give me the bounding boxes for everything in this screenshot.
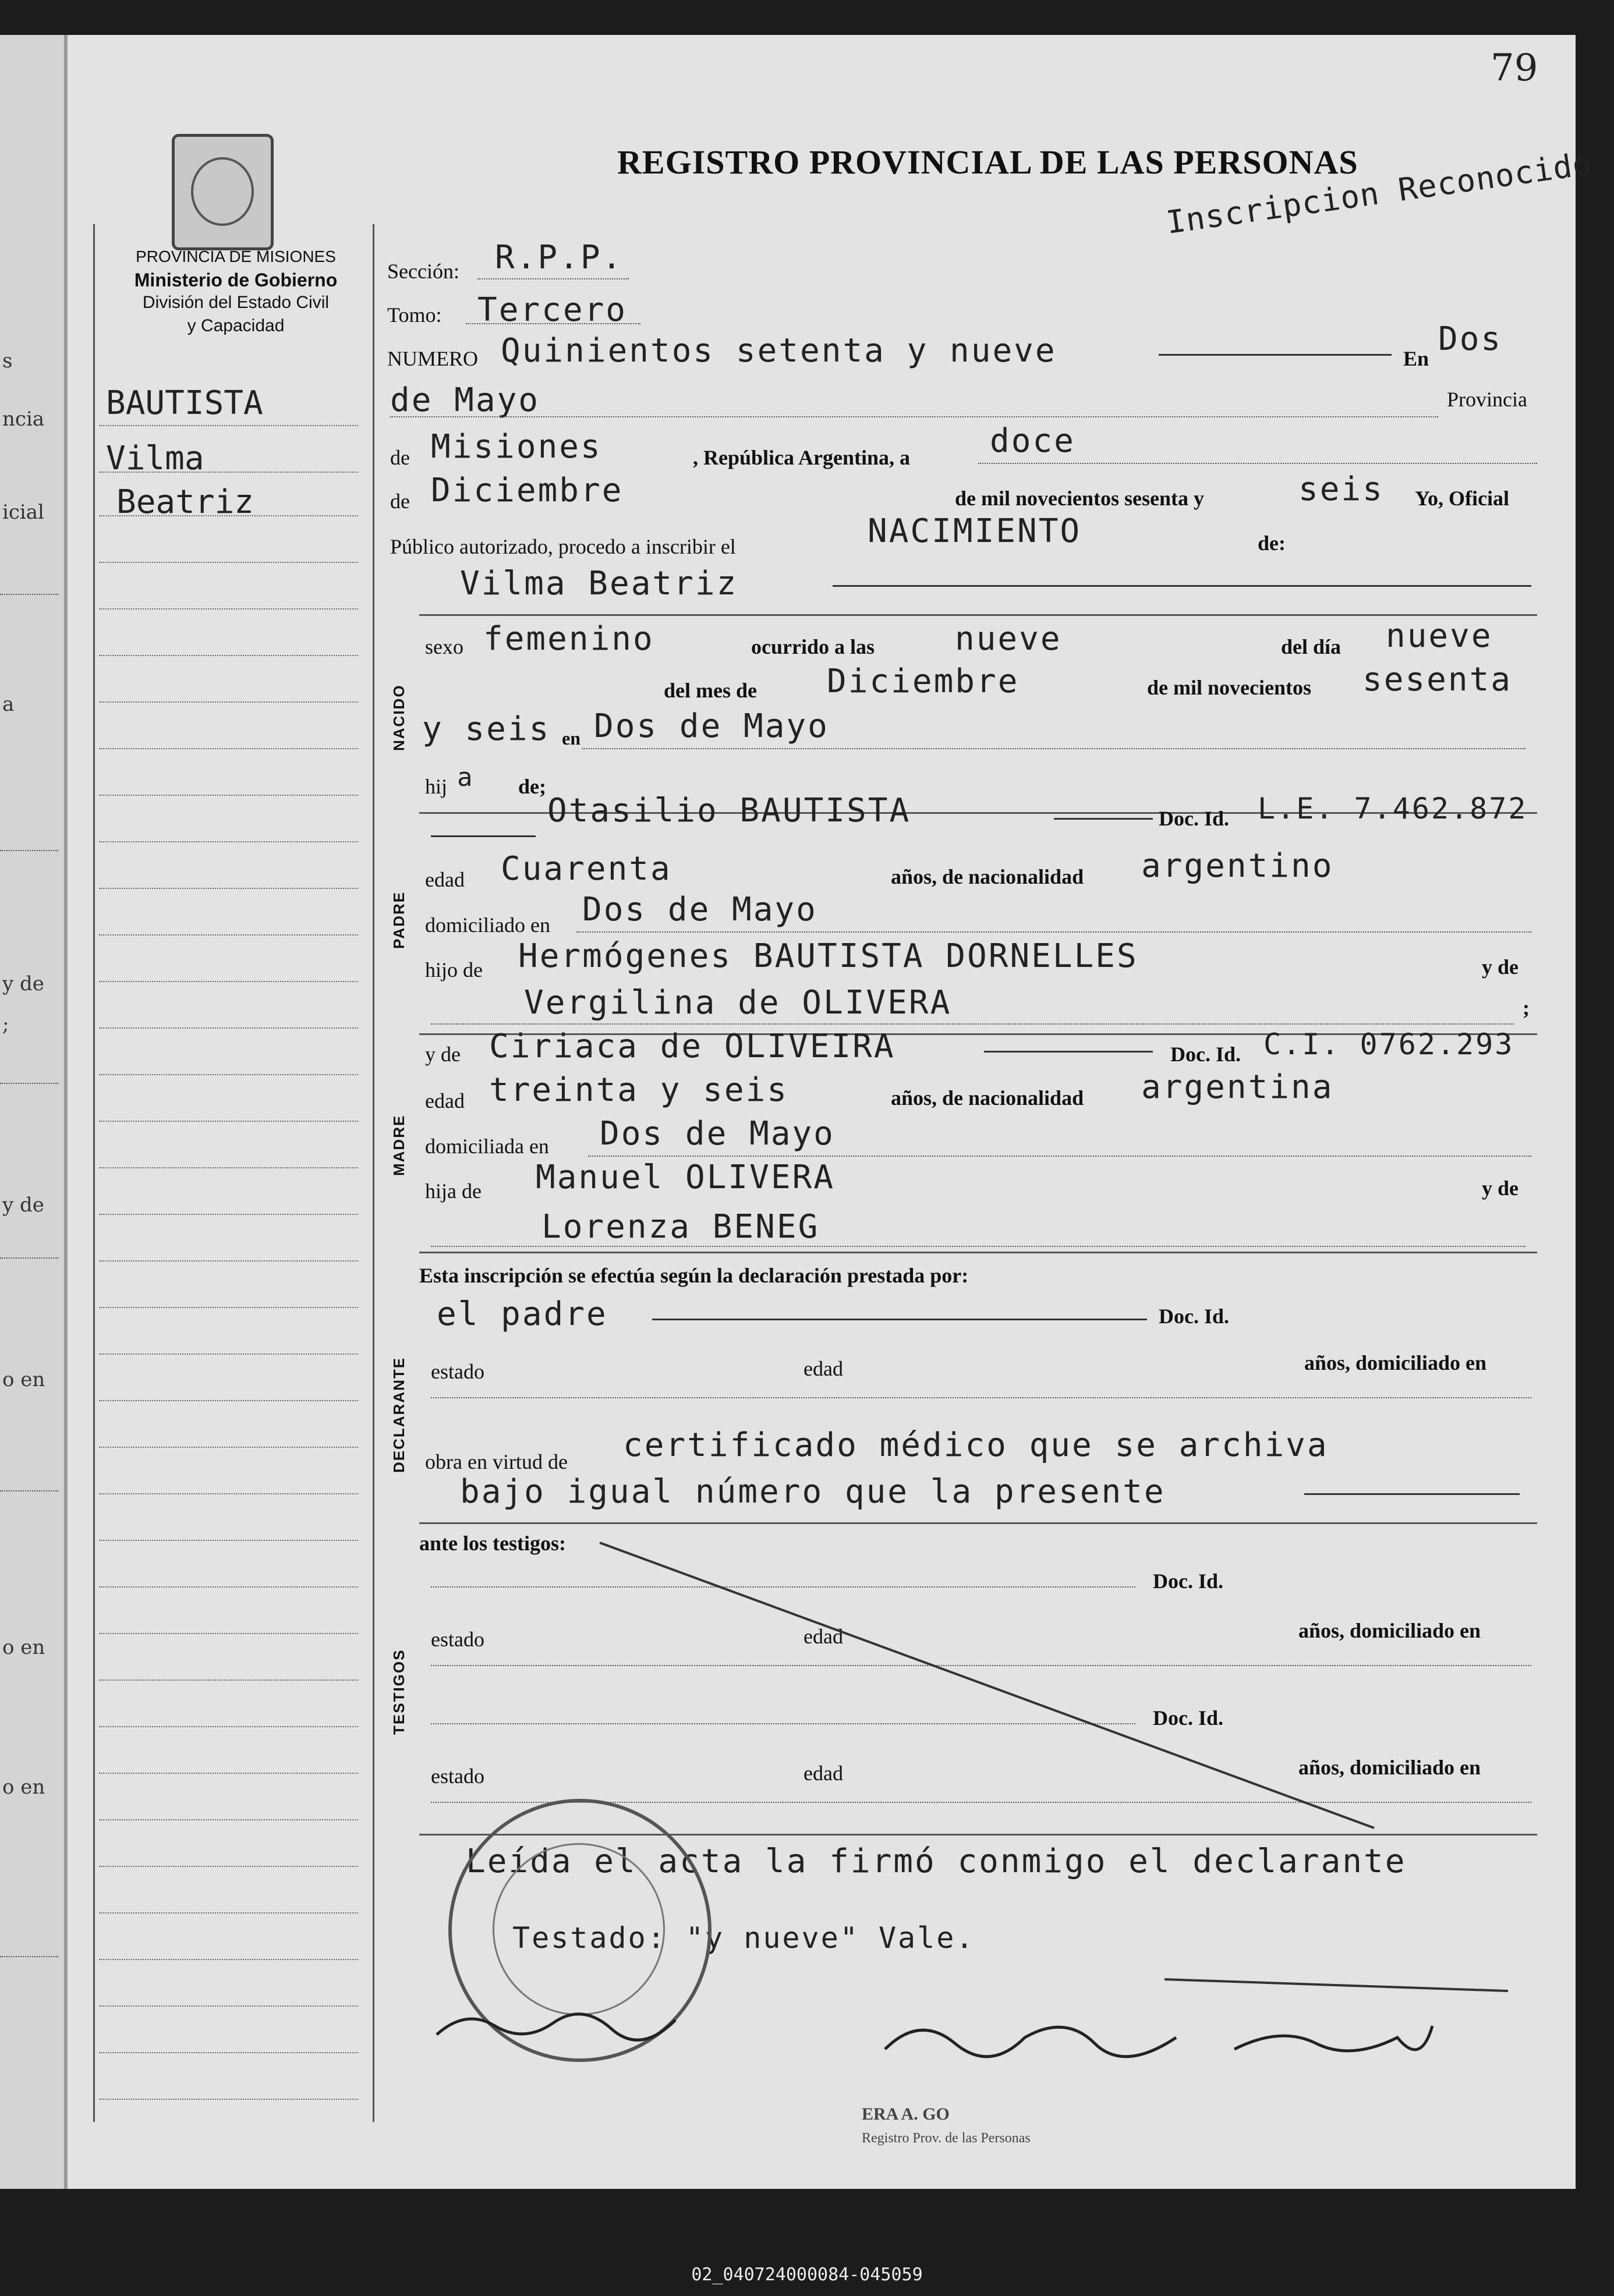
page-title: REGISTRO PROVINCIAL DE LAS PERSONAS bbox=[617, 143, 1358, 181]
prev-page-fragment: ; bbox=[2, 1013, 9, 1036]
domiciliado-label: domiciliado en bbox=[425, 913, 550, 937]
hija-de-label: hija de bbox=[425, 1179, 482, 1203]
en-small-label: en bbox=[562, 728, 581, 749]
padre-madre: Vergilina de OLIVERA bbox=[524, 984, 952, 1022]
doc-id-label: Doc. Id. bbox=[1159, 807, 1230, 830]
padre-nombre: Otasilio BAUTISTA bbox=[547, 792, 911, 830]
estado-label: estado bbox=[431, 1628, 484, 1651]
semicolon-label: ; bbox=[1523, 996, 1530, 1019]
sexo-label: sexo bbox=[425, 635, 463, 658]
declarant-signature bbox=[431, 2003, 693, 2049]
padre-padre: Hermógenes BAUTISTA DORNELLES bbox=[518, 937, 1138, 975]
de-colon-label: de: bbox=[1258, 532, 1286, 555]
yo-oficial-label: Yo, Oficial bbox=[1415, 487, 1509, 510]
ocurrido-label: ocurrido a las bbox=[751, 635, 875, 658]
edad-label: edad bbox=[425, 868, 465, 891]
mil-novecientos-label: de mil novecientos bbox=[1147, 676, 1311, 699]
prev-page-fragment: icial bbox=[2, 501, 44, 524]
org-line-4: y Capacidad bbox=[187, 316, 285, 335]
nacido-section-label: NACIDO bbox=[390, 684, 408, 751]
padre-edad: Cuarenta bbox=[501, 850, 672, 888]
index-name-1: Vilma bbox=[106, 440, 204, 477]
edad-label: edad bbox=[425, 1089, 465, 1112]
sexo-value: femenino bbox=[483, 620, 654, 658]
padre-domicilio: Dos de Mayo bbox=[582, 891, 817, 929]
officer-title: Registro Prov. de las Personas bbox=[862, 2131, 1031, 2146]
en-value-cont: de Mayo bbox=[390, 381, 540, 419]
obra-value-2: bajo igual número que la presente bbox=[460, 1473, 1166, 1511]
tomo-label: Tomo: bbox=[387, 303, 442, 327]
anos-dom-label: años, domiciliado en bbox=[1298, 1619, 1481, 1642]
padre-doc: L.E. 7.462.872 bbox=[1258, 792, 1528, 825]
mil-sesenta-label: de mil novecientos sesenta y bbox=[955, 487, 1204, 510]
declarante-section-label: DECLARANTE bbox=[390, 1356, 408, 1473]
madre-nombre: Ciriaca de OLIVEIRA bbox=[489, 1027, 896, 1065]
org-line-3: División del Estado Civil bbox=[142, 293, 330, 312]
declaracion-label: Esta inscripción se efectúa según la declaración prestada por: bbox=[419, 1264, 969, 1287]
provincia-label: Provincia bbox=[1447, 388, 1527, 411]
madre-madre: Lorenza BENEG bbox=[541, 1208, 820, 1246]
month-value: Diciembre bbox=[431, 472, 624, 509]
en-label: En bbox=[1403, 347, 1429, 370]
madre-domicilio: Dos de Mayo bbox=[600, 1115, 835, 1153]
prev-page-fragment: y de bbox=[2, 1193, 44, 1217]
madre-section-label: MADRE bbox=[390, 1114, 408, 1176]
prev-page-fragment: o en bbox=[2, 1368, 45, 1391]
prev-page-fragment: s bbox=[2, 349, 13, 373]
prev-page-fragment: o en bbox=[2, 1636, 45, 1659]
acto-value: NACIMIENTO bbox=[868, 512, 1082, 550]
anio-value-2: y seis bbox=[422, 710, 551, 748]
anos-dom-label: años, domiciliado en bbox=[1298, 1756, 1481, 1779]
hij-suffix: a bbox=[457, 763, 475, 792]
doc-id-label: Doc. Id. bbox=[1153, 1569, 1224, 1593]
en-value: Dos bbox=[1438, 320, 1503, 358]
doc-id-label: Doc. Id. bbox=[1159, 1305, 1230, 1328]
prev-page-fragment: o en bbox=[2, 1776, 45, 1799]
domiciliada-label: domiciliada en bbox=[425, 1135, 549, 1158]
anos-dom-label: años, domiciliado en bbox=[1304, 1351, 1487, 1374]
org-line-1: PROVINCIA DE MISIONES bbox=[136, 247, 336, 265]
hij-label: hij bbox=[425, 775, 448, 798]
madre-nacionalidad: argentina bbox=[1141, 1068, 1334, 1106]
declarante-nombre: el padre bbox=[437, 1295, 608, 1333]
provincia-value: Misiones bbox=[431, 428, 602, 466]
page-number: 79 bbox=[1491, 47, 1538, 90]
de-label: de bbox=[390, 490, 410, 513]
document-id-footer: 02_040724000084-045059 bbox=[691, 2265, 923, 2285]
edad-label: edad bbox=[804, 1762, 843, 1785]
estado-label: estado bbox=[431, 1764, 484, 1788]
lugar-value: Dos de Mayo bbox=[594, 707, 829, 745]
y-de-label: y de bbox=[425, 1043, 461, 1066]
nombre-value: Vilma Beatriz bbox=[460, 565, 738, 603]
index-name-2: Beatriz bbox=[116, 483, 254, 521]
mes-value: Diciembre bbox=[827, 662, 1020, 700]
numero-label: NUMERO bbox=[387, 347, 479, 370]
del-dia-label: del día bbox=[1281, 635, 1342, 658]
numero-value: Quinientos setenta y nueve bbox=[501, 332, 1057, 370]
day-value: doce bbox=[990, 422, 1075, 460]
edad-label: edad bbox=[804, 1357, 843, 1380]
seccion-value: R.P.P. bbox=[495, 239, 624, 277]
madre-doc: C.I. 0762.293 bbox=[1263, 1027, 1514, 1061]
testigos-section-label: TESTIGOS bbox=[390, 1649, 408, 1735]
doc-id-label: Doc. Id. bbox=[1153, 1706, 1224, 1730]
anio-value-1: sesenta bbox=[1362, 661, 1513, 699]
obra-label: obra en virtud de bbox=[425, 1450, 568, 1473]
prev-page-fragment: ncia bbox=[2, 408, 45, 431]
prev-page-fragment: a bbox=[2, 693, 15, 716]
obra-value-1: certificado médico que se archiva bbox=[623, 1426, 1329, 1464]
officer-signature bbox=[873, 2003, 1456, 2084]
padre-nacionalidad: argentino bbox=[1141, 847, 1334, 885]
y-de-label: y de bbox=[1482, 955, 1519, 979]
prev-page-fragment: y de bbox=[2, 972, 44, 995]
year-value: seis bbox=[1298, 470, 1384, 508]
madre-edad: treinta y seis bbox=[489, 1071, 789, 1109]
y-de-label: y de bbox=[1482, 1177, 1519, 1200]
testigos-label: ante los testigos: bbox=[419, 1532, 566, 1555]
tomo-value: Tercero bbox=[477, 291, 628, 329]
de-label: de bbox=[390, 446, 410, 469]
madre-padre: Manuel OLIVERA bbox=[536, 1158, 836, 1196]
seccion-label: Sección: bbox=[387, 260, 459, 283]
index-surname: BAUTISTA bbox=[106, 384, 263, 422]
anos-nac-label: años, de nacionalidad bbox=[891, 1086, 1084, 1110]
hora-value: nueve bbox=[955, 620, 1062, 658]
doc-id-label: Doc. Id. bbox=[1170, 1043, 1241, 1066]
dia-value: nueve bbox=[1386, 617, 1493, 655]
de-semi-label: de; bbox=[518, 775, 546, 798]
padre-section-label: PADRE bbox=[390, 891, 408, 949]
closing-line-2: Testado: "y nueve" Vale. bbox=[512, 1921, 975, 1955]
del-mes-label: del mes de bbox=[664, 679, 757, 702]
stamp-annotation: Inscripcion Reconocido bbox=[1164, 145, 1595, 241]
anos-nac-label: años, de nacionalidad bbox=[891, 865, 1084, 888]
republica-label: , República Argentina, a bbox=[693, 446, 911, 469]
estado-label: estado bbox=[431, 1360, 484, 1383]
publico-label: Público autorizado, procedo a inscribir el bbox=[390, 535, 736, 558]
closing-line-1: Leída el acta la firmó conmigo el declarante bbox=[466, 1843, 1407, 1880]
officer-name: ERA A. GO bbox=[862, 2104, 950, 2124]
hijo-de-label: hijo de bbox=[425, 958, 483, 982]
org-line-2: Ministerio de Gobierno bbox=[134, 270, 338, 290]
edad-label: edad bbox=[804, 1625, 843, 1648]
